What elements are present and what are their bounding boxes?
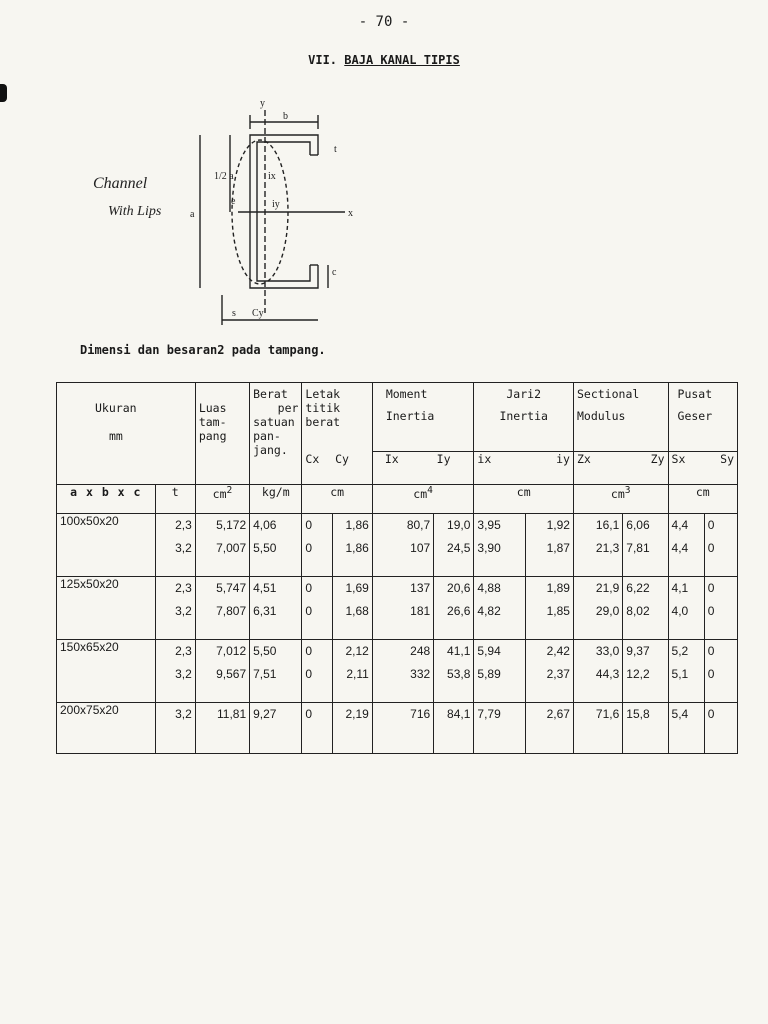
cell-value: 1,69 <box>345 581 369 595</box>
title-text: BAJA KANAL TIPIS <box>344 53 460 67</box>
label-cy: Cy <box>252 308 264 319</box>
cell-cy <box>332 640 372 703</box>
cell-Iy <box>434 640 474 703</box>
page-number: - 70 - <box>358 14 410 30</box>
cell-Sy <box>704 577 737 640</box>
cell-value: 0 <box>305 667 313 681</box>
channel-properties-table <box>56 382 738 754</box>
cell-value: 0 <box>707 667 715 681</box>
cell-value: 6,31 <box>253 604 277 618</box>
header-pusat-geser: Pusat Geser <box>668 383 737 452</box>
cell-value: 5,172 <box>216 518 247 532</box>
cell-value: 2,3 <box>175 644 192 658</box>
cell-value: 1,68 <box>345 604 369 618</box>
cell-cy <box>332 577 372 640</box>
label-half-a: 1/2 a <box>214 171 234 182</box>
cell-Ix <box>372 703 433 754</box>
unit-cm3: $cm^3$ <box>573 485 668 514</box>
cell-ix <box>474 640 525 703</box>
cell-luas <box>195 514 249 577</box>
cell-value: 2,3 <box>175 518 192 532</box>
cell-value: 2,3 <box>175 581 192 595</box>
label-c: c <box>332 267 337 278</box>
cell-cx <box>302 577 332 640</box>
header-ix: ix <box>474 452 525 485</box>
cell-t <box>155 703 195 754</box>
cell-Zy <box>623 514 668 577</box>
cell-value: 3,2 <box>175 604 192 618</box>
cell-value: 3,95 <box>477 518 501 532</box>
channel-section-diagram <box>90 95 380 335</box>
cell-luas <box>195 703 249 754</box>
cell-Zy <box>623 577 668 640</box>
cell-value: 1,85 <box>546 604 570 618</box>
cell-value: 4,82 <box>477 604 501 618</box>
cell-value: 41,1 <box>447 644 471 658</box>
page-title <box>0 53 768 67</box>
cell-value: 7,807 <box>216 604 247 618</box>
table-row <box>57 577 738 640</box>
cell-value: 0 <box>707 644 715 658</box>
unit-cm2: $cm^2$ <box>195 485 249 514</box>
cell-value: 7,007 <box>216 541 247 555</box>
header-sectional-modulus: Sectional Modulus <box>573 383 668 452</box>
header-moment-inertia: Moment Inertia <box>372 383 474 452</box>
cell-berat <box>250 577 302 640</box>
unit-cm-letak: cm <box>302 485 372 514</box>
cell-iy <box>525 514 573 577</box>
cell-value: 21,3 <box>595 541 620 555</box>
header-berat: Berat per satuan pan- jang. <box>250 383 302 485</box>
header-ukuran: Ukuran mm <box>57 383 196 485</box>
cell-Iy <box>434 703 474 754</box>
unit-cm4: $cm^4$ <box>372 485 474 514</box>
cell-value: 2,12 <box>345 644 369 658</box>
table-caption: Dimensi dan besaran2 pada tampang. <box>80 343 326 357</box>
cell-Iy <box>434 514 474 577</box>
cell-value: 9,567 <box>216 667 247 681</box>
cell-berat <box>250 640 302 703</box>
cell-value: 0 <box>305 604 313 618</box>
handwritten-with-lips: With Lips <box>108 204 162 219</box>
cell-value: 1,87 <box>546 541 570 555</box>
cell-value: 7,81 <box>626 541 650 555</box>
cell-value: 0 <box>707 581 715 595</box>
cell-value: 1,92 <box>546 518 570 532</box>
cell-value: 5,4 <box>671 707 689 721</box>
cell-value: 107 <box>410 541 431 555</box>
cell-iy <box>525 577 573 640</box>
cell-cy <box>332 514 372 577</box>
cell-value: 21,9 <box>595 581 620 595</box>
cell-luas <box>195 577 249 640</box>
cell-value: 332 <box>410 667 431 681</box>
cell-value: 1,86 <box>345 518 369 532</box>
cell-t <box>155 640 195 703</box>
cell-value: 29,0 <box>595 604 620 618</box>
cell-luas <box>195 640 249 703</box>
cell-value: 5,2 <box>671 644 689 658</box>
cell-value: 2,19 <box>345 707 369 721</box>
cell-Zx <box>573 640 622 703</box>
cell-value: 2,42 <box>546 644 570 658</box>
cell-value: 2,67 <box>546 707 570 721</box>
label-t: t <box>334 144 337 155</box>
cell-value: 181 <box>410 604 431 618</box>
cell-value: 26,6 <box>447 604 471 618</box>
cell-cx <box>302 514 332 577</box>
cell-ix <box>474 577 525 640</box>
cell-ix <box>474 514 525 577</box>
cell-Sy <box>704 514 737 577</box>
cell-value: 4,51 <box>253 581 277 595</box>
cell-value: 4,88 <box>477 581 501 595</box>
cell-value: 248 <box>410 644 431 658</box>
cell-value: 1,86 <box>345 541 369 555</box>
cell-value: 5,1 <box>671 667 689 681</box>
cell-size: 100x50x20 <box>57 514 156 577</box>
cell-Zx <box>573 514 622 577</box>
cell-Sy <box>704 640 737 703</box>
cell-value: 2,11 <box>346 667 369 681</box>
cell-size: 200x75x20 <box>57 703 156 754</box>
header-Iy: Iy <box>434 452 474 485</box>
cell-value: 5,94 <box>477 644 501 658</box>
cell-value: 15,8 <box>626 707 650 721</box>
cell-value: 3,2 <box>175 541 192 555</box>
cell-value: 2,37 <box>546 667 570 681</box>
cell-berat <box>250 514 302 577</box>
header-letak: Letak titik berat <box>302 383 372 452</box>
cell-value: 0 <box>707 518 715 532</box>
cell-value: 11,81 <box>216 707 247 721</box>
cell-value: 24,5 <box>447 541 471 555</box>
cell-value: 5,50 <box>253 644 277 658</box>
header-cy: Cy <box>332 452 372 485</box>
unit-cm-jari: cm <box>474 485 574 514</box>
cell-value: 71,6 <box>595 707 620 721</box>
cell-value: 9,27 <box>253 707 277 721</box>
cell-value: 5,50 <box>253 541 277 555</box>
header-Ix: Ix <box>372 452 433 485</box>
cell-value: 1,89 <box>546 581 570 595</box>
cell-Sy <box>704 703 737 754</box>
header-row-main <box>57 383 738 452</box>
label-a: a <box>190 209 195 220</box>
cell-value: 19,0 <box>447 518 471 532</box>
cell-value: 6,22 <box>626 581 650 595</box>
header-luas: Luas tam- pang <box>195 383 249 485</box>
cell-value: 4,06 <box>253 518 277 532</box>
label-x: x <box>348 208 353 219</box>
cell-value: 53,8 <box>447 667 471 681</box>
unit-t: t <box>155 485 195 514</box>
cell-iy <box>525 640 573 703</box>
cell-value: 33,0 <box>595 644 620 658</box>
cell-t <box>155 514 195 577</box>
cell-value: 137 <box>410 581 431 595</box>
label-e: e <box>231 196 236 207</box>
label-y: y <box>260 98 265 109</box>
handwritten-channel: Channel <box>93 175 148 192</box>
cell-value: 716 <box>410 707 431 721</box>
cell-value: 0 <box>305 518 313 532</box>
cell-value: 4,4 <box>671 541 689 555</box>
table-row <box>57 514 738 577</box>
cell-value: 7,012 <box>216 644 247 658</box>
cell-Ix <box>372 514 433 577</box>
cell-Sx <box>668 640 704 703</box>
cell-value: 3,90 <box>477 541 501 555</box>
cell-cx <box>302 640 332 703</box>
cell-Sx <box>668 577 704 640</box>
cell-Zy <box>623 703 668 754</box>
cell-value: 20,6 <box>447 581 471 595</box>
cell-berat <box>250 703 302 754</box>
unit-axbxc: a x b x c <box>57 485 156 514</box>
cell-Sx <box>668 703 704 754</box>
cell-value: 0 <box>707 541 715 555</box>
cell-value: 3,2 <box>175 667 192 681</box>
label-iy: iy <box>272 199 280 210</box>
binder-hole-mark <box>0 84 7 102</box>
cell-Zx <box>573 703 622 754</box>
cell-value: 0 <box>305 541 313 555</box>
cell-value: 16,1 <box>595 518 620 532</box>
cell-value: 4,4 <box>671 518 689 532</box>
header-sy: Sy <box>704 452 737 485</box>
cell-iy <box>525 703 573 754</box>
units-row <box>57 485 738 514</box>
cell-value: 6,06 <box>626 518 650 532</box>
cell-size: 125x50x20 <box>57 577 156 640</box>
cell-cy <box>332 703 372 754</box>
unit-kgm: kg/m <box>250 485 302 514</box>
cell-ix <box>474 703 525 754</box>
header-jari-inertia: Jari2 Inertia <box>474 383 574 452</box>
cell-value: 80,7 <box>406 518 431 532</box>
cell-value: 8,02 <box>626 604 650 618</box>
cell-value: 4,1 <box>671 581 689 595</box>
cell-value: 5,89 <box>477 667 501 681</box>
label-b: b <box>283 111 288 122</box>
unit-cm-pusat: cm <box>668 485 737 514</box>
cell-value: 7,51 <box>253 667 277 681</box>
cell-cx <box>302 703 332 754</box>
cell-value: 84,1 <box>447 707 471 721</box>
cell-Iy <box>434 577 474 640</box>
cell-value: 0 <box>707 707 715 721</box>
cell-value: 0 <box>305 707 313 721</box>
header-zx: Zx <box>573 452 622 485</box>
cell-Sx <box>668 514 704 577</box>
cell-value: 0 <box>305 644 313 658</box>
cell-size: 150x65x20 <box>57 640 156 703</box>
cell-Zy <box>623 640 668 703</box>
cell-Ix <box>372 640 433 703</box>
cell-Zx <box>573 577 622 640</box>
table-row <box>57 640 738 703</box>
cell-value: 7,79 <box>477 707 501 721</box>
header-cx: Cx <box>302 452 332 485</box>
cell-value: 12,2 <box>626 667 650 681</box>
cell-t <box>155 577 195 640</box>
cell-value: 3,2 <box>175 707 192 721</box>
cell-value: 9,37 <box>626 644 650 658</box>
cell-value: 5,747 <box>216 581 247 595</box>
label-ix: ix <box>268 171 276 182</box>
table-row <box>57 703 738 754</box>
cell-Ix <box>372 577 433 640</box>
cell-value: 44,3 <box>595 667 620 681</box>
label-s: s <box>232 308 236 319</box>
cell-value: 4,0 <box>671 604 689 618</box>
title-prefix: VII. <box>308 53 338 67</box>
cell-value: 0 <box>707 604 715 618</box>
header-iy: iy <box>525 452 573 485</box>
header-sx: Sx <box>668 452 704 485</box>
header-zy: Zy <box>623 452 668 485</box>
cell-value: 0 <box>305 581 313 595</box>
